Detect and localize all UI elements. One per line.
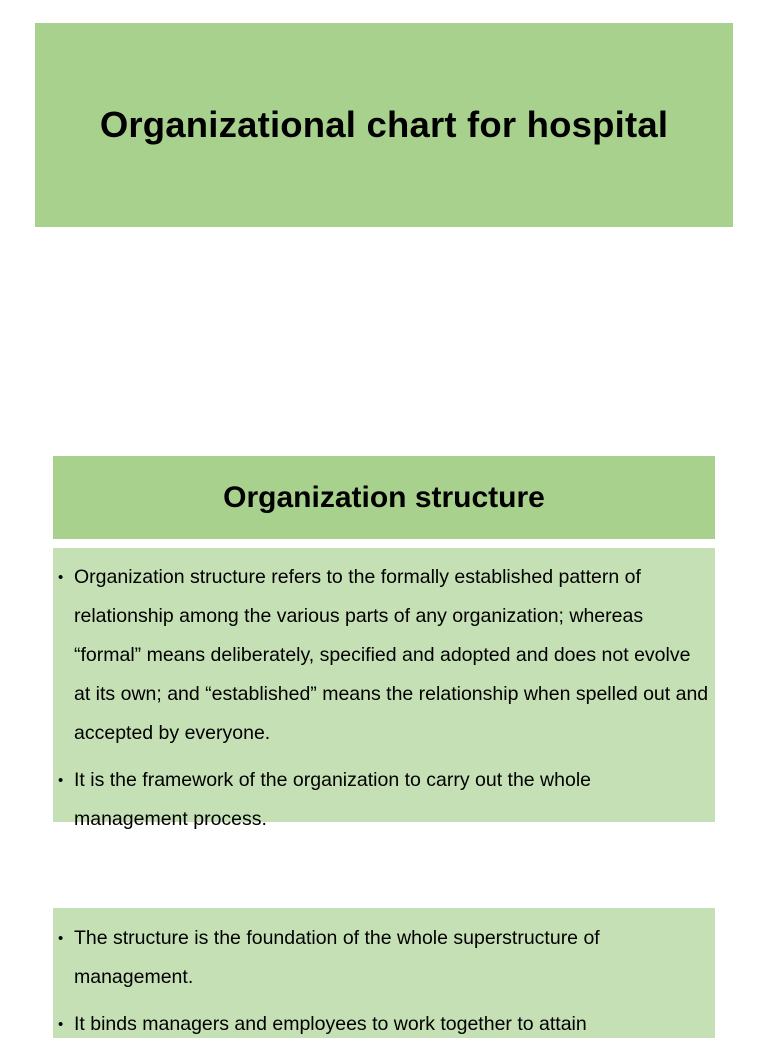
section-header [53,456,715,539]
list-item: • It is the framework of the organization to carry out the whole management process. [53,761,715,839]
bullet-icon: • [58,772,64,789]
section-heading: Organization structure [223,480,545,514]
title-slide [35,23,733,227]
bullet-icon: • [58,1016,64,1033]
page-title: Organizational chart for hospital [99,104,669,145]
bullet-list-continued [53,919,715,1044]
list-item: • It binds managers and employees to work together to attain [53,1005,715,1044]
bullet-icon: • [58,930,64,947]
bullet-icon: • [58,569,64,586]
list-item: • The structure is the foundation of the whole superstructure of management. [53,919,715,997]
bullet-list [53,558,715,839]
list-item: • Organization structure refers to the formally established pattern of relationship among the various parts of any organization; whereas “formal” means deliberately, specified and adopted and does not evolve at its own; and “established” means the relationship when spelled out and accepted by everyone. [53,558,715,753]
